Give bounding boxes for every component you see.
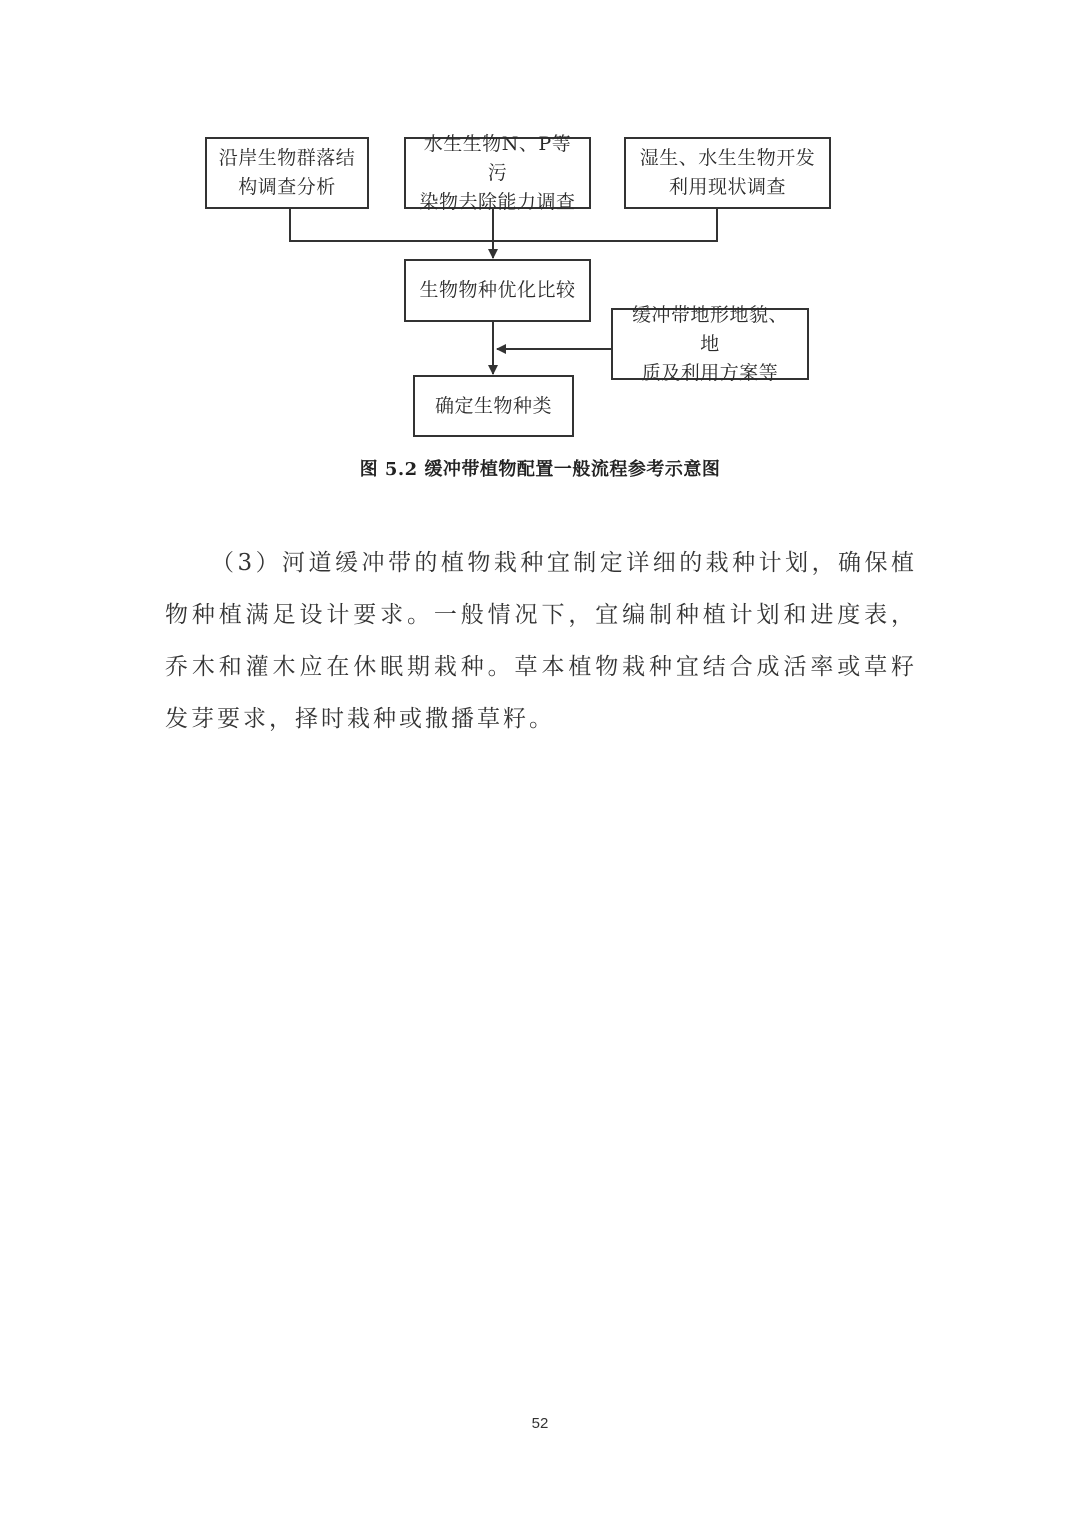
- flowchart-box-utilization-survey-line2: 利用现状调查: [668, 176, 786, 198]
- flowchart-box-terrain-line2: 质及利用方案等: [641, 361, 779, 384]
- flowchart-box-community-survey: [205, 137, 369, 209]
- flowchart-box-pollutant-removal-line1: 水生生物N、P等污: [423, 132, 572, 184]
- flowchart-box-pollutant-removal-line2: 染物去除能力调查: [419, 190, 576, 213]
- flowchart-box-utilization-survey-line1: 湿生、水生生物开发: [639, 147, 816, 169]
- flowchart-box-terrain-line1: 缓冲带地形地貌、地: [631, 303, 788, 355]
- flowchart-box-determine-species: [413, 375, 574, 437]
- flowchart-box-terrain: [611, 303, 809, 384]
- body-paragraph: （3）河道缓冲带的植物栽种宜制定详细的栽种计划，确保植物种植满足设计要求。一般情况下，宜编制种植计划和进度表，乔木和灌木应在休眠期栽种。草本植物栽种宜结合成活率或草籽发芽要求，择时栽种或撒播草籽。: [165, 550, 917, 732]
- flowchart-box-utilization-survey: [624, 137, 831, 209]
- flowchart-box-determine-species-label: 确定生物种类: [434, 394, 552, 417]
- figure-caption: 图 5.2 缓冲带植物配置一般流程参考示意图: [359, 459, 721, 480]
- flowchart-box-pollutant-removal: [404, 132, 591, 213]
- flowchart-box-species-optimization-label: 生物物种优化比较: [419, 279, 576, 301]
- flowchart-box-species-optimization: [404, 259, 591, 322]
- flowchart-box-community-survey-line2: 构调查分析: [238, 176, 336, 198]
- page-number: 52: [531, 1415, 549, 1432]
- flowchart-box-community-survey-line1: 沿岸生物群落结: [218, 147, 356, 169]
